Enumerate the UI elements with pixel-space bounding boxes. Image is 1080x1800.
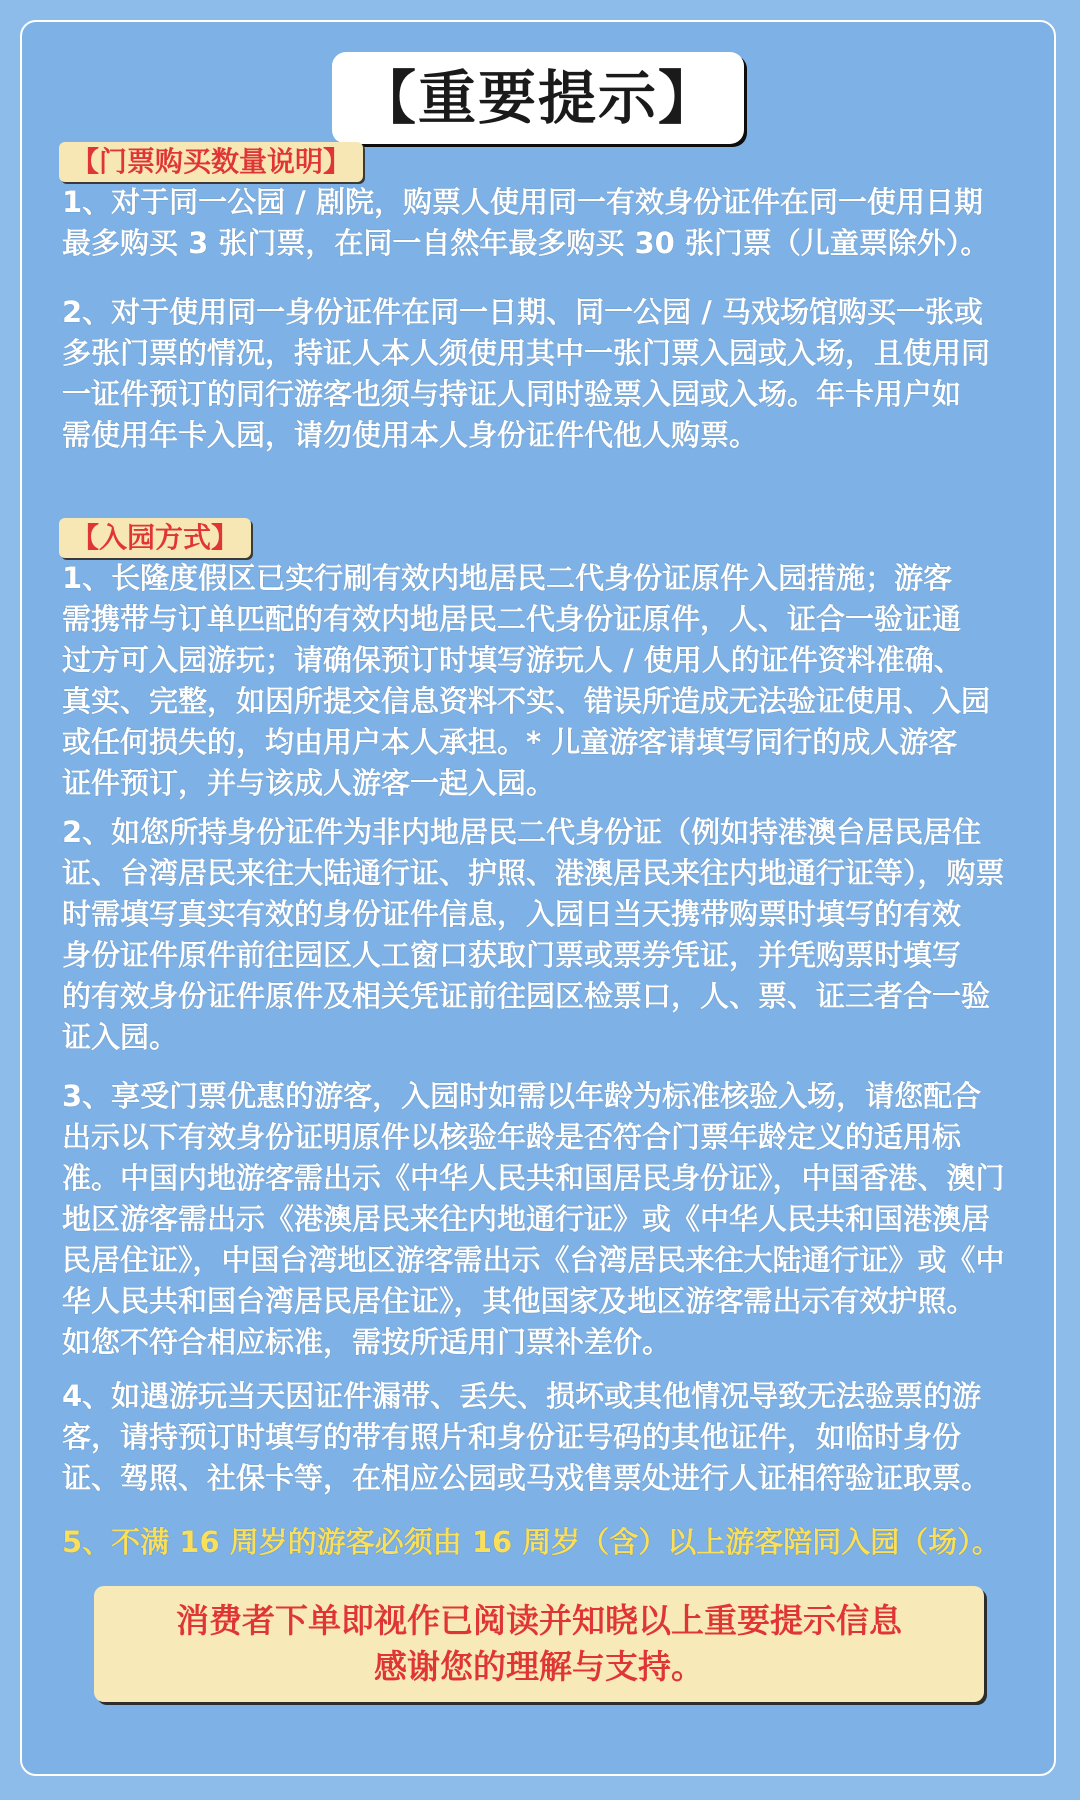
text-line: 4、如遇游玩当天因证件漏带、丢失、损坏或其他情况导致无法验票的游 [62, 1379, 982, 1413]
entry-method-paragraph-5 [62, 1522, 1050, 1563]
text-line: 2、如您所持身份证件为非内地居民二代身份证（例如持港澳台居民居住 [62, 815, 982, 849]
text-line: 出示以下有效身份证明原件以核验年龄是否符合门票年龄定义的适用标 [62, 1120, 962, 1154]
entry-method-paragraph-1 [62, 558, 1050, 804]
notice-panel [20, 20, 1056, 1776]
text-line: 证入园。 [62, 1020, 179, 1054]
text-line: 准。中国内地游客需出示《中华人民共和国居民身份证》，中国香港、澳门 [62, 1161, 1005, 1195]
entry-method-paragraph-2 [62, 812, 1050, 1058]
text-line: 的有效身份证件原件及相关凭证前往园区检票口，人、票、证三者合一验 [62, 979, 991, 1013]
text-line: 客，请持预订时填写的带有照片和身份证号码的其他证件，如临时身份 [62, 1420, 962, 1454]
page-title: 【重要提示】 [332, 52, 744, 144]
text-line: 1、对于同一公园 / 剧院，购票人使用同一有效身份证件在同一使用日期 [62, 185, 983, 219]
text-line: 多张门票的情况，持证人本人须使用其中一张门票入园或入场，且使用同 [62, 336, 991, 370]
ticket-quantity-paragraph-2 [62, 292, 1050, 456]
entry-method-paragraph-3 [62, 1076, 1050, 1363]
text-line: 证件预订，并与该成人游客一起入园。 [62, 766, 556, 800]
text-line: 1、长隆度假区已实行刷有效内地居民二代身份证原件入园措施；游客 [62, 561, 953, 595]
text-line: 身份证件原件前往园区人工窗口获取门票或票券凭证，并凭购票时填写 [62, 938, 962, 972]
text-line: 真实、完整，如因所提交信息资料不实、错误所造成无法验证使用、入园 [62, 684, 991, 718]
text-line: 如您不符合相应标准，需按所适用门票补差价。 [62, 1325, 672, 1359]
text-line: 证、驾照、社保卡等，在相应公园或马戏售票处进行人证相符验证取票。 [62, 1461, 991, 1495]
text-line: 最多购买 3 张门票，在同一自然年最多购买 30 张门票（儿童票除外）。 [62, 226, 990, 260]
text-line: 民居住证》，中国台湾地区游客需出示《台湾居民来往大陆通行证》或《中 [62, 1243, 1005, 1277]
title-wrapper [22, 52, 1054, 144]
text-line: 3、享受门票优惠的游客，入园时如需以年龄为标准核验入场，请您配合 [62, 1079, 982, 1113]
text-line-highlight: 5、不满 16 周岁的游客必须由 16 周岁（含）以上游客陪同入园（场）。 [62, 1525, 1001, 1559]
text-line: 华人民共和国台湾居民居住证》，其他国家及地区游客需出示有效护照。 [62, 1284, 976, 1318]
section-label-ticket-quantity: 【门票购买数量说明】 [59, 142, 363, 182]
text-line: 需携带与订单匹配的有效内地居民二代身份证原件，人、证合一验证通 [62, 602, 962, 636]
text-line: 2、对于使用同一身份证件在同一日期、同一公园 / 马戏场馆购买一张或 [62, 295, 983, 329]
consent-notice-line-2: 感谢您的理解与支持。 [374, 1647, 704, 1686]
consent-notice-line-1: 消费者下单即视作已阅读并知晓以上重要提示信息 [176, 1601, 902, 1640]
consent-notice-box [94, 1586, 984, 1702]
entry-method-paragraph-4 [62, 1376, 1050, 1499]
text-line: 一证件预订的同行游客也须与持证人同时验票入园或入场。年卡用户如 [62, 377, 962, 411]
text-line: 地区游客需出示《港澳居民来往内地通行证》或《中华人民共和国港澳居 [62, 1202, 991, 1236]
ticket-quantity-paragraph-1 [62, 182, 1050, 264]
section-label-entry-method: 【入园方式】 [59, 518, 251, 558]
text-line: 时需填写真实有效的身份证件信息，入园日当天携带购票时填写的有效 [62, 897, 962, 931]
text-line: 证、台湾居民来往大陆通行证、护照、港澳居民来往内地通行证等），购票 [62, 856, 1005, 890]
text-line: 过方可入园游玩；请确保预订时填写游玩人 / 使用人的证件资料准确、 [62, 643, 963, 677]
text-line: 需使用年卡入园，请勿使用本人身份证件代他人购票。 [62, 418, 759, 452]
text-line: 或任何损失的，均由用户本人承担。* 儿童游客请填写同行的成人游客 [62, 725, 958, 759]
